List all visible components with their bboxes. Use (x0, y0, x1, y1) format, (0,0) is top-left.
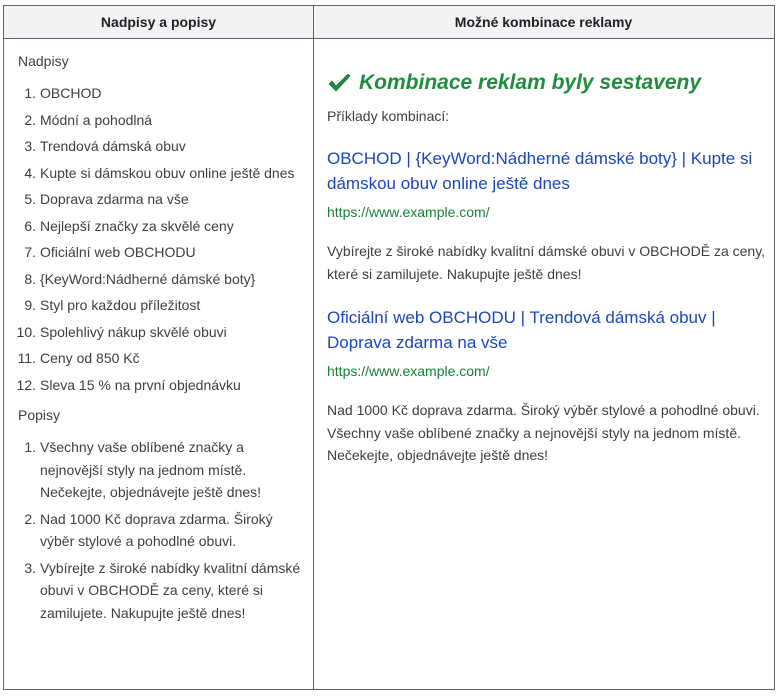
list-item: 3. Trendová dámská obuv (24, 138, 186, 154)
ad-display-url: https://www.example.com/ (327, 363, 490, 379)
headlines-descriptions-column (18, 50, 308, 628)
list-item: 7. Oficiální web OBCHODU (24, 244, 196, 260)
list-item: 10. Spolehlivý nákup skvělé obuvi (16, 323, 227, 340)
ad-preview (327, 305, 767, 467)
examples-label: Příklady kombinací: (327, 108, 450, 124)
list-item: 6. Nejlepší značky za skvělé ceny (24, 217, 234, 234)
headlines-list (18, 82, 308, 396)
ad-description: Vybírejte z široké nabídky kvalitní dámské obuvi v OBCHODĚ za ceny, které si zamilujete. Nakupujte ještě dnes! (327, 243, 766, 282)
headlines-title: Nadpisy (18, 53, 69, 69)
list-item: 8. {KeyWord:Nádherné dámské boty} (24, 270, 256, 287)
success-message (327, 68, 767, 98)
ad-headline-link[interactable]: OBCHOD | {KeyWord:Nádherné dámské boty} | Kupte si dámskou obuv online ještě dnes (327, 149, 753, 193)
column-divider (313, 6, 314, 689)
list-item: 12. Sleva 15 % na první objednávku (16, 376, 241, 393)
list-item: 3. Vybírejte z široké nabídky kvalitní dámské obuvi v OBCHODĚ za ceny, které si zamilujete. Nakupujte ještě dnes! (24, 559, 301, 621)
check-icon (327, 71, 351, 95)
list-item: 1. Všechny vaše oblíbené značky a nejnovější styly na jednom místě. Nečekejte, objednávejte ještě dnes! (24, 439, 262, 500)
list-item: 1. OBCHOD (24, 85, 102, 101)
descriptions-title: Popisy (18, 407, 61, 423)
success-text: Kombinace reklam byly sestaveny (359, 71, 702, 94)
ad-combinations-table (3, 5, 775, 690)
descriptions-list (18, 436, 308, 624)
list-item: 9. Styl pro každou příležitost (24, 297, 201, 313)
ad-preview (327, 146, 767, 285)
list-item: 5. Doprava zdarma na vše (24, 191, 189, 207)
list-item: 4. Kupte si dámskou obuv online ještě dnes (24, 164, 295, 181)
combinations-column (327, 68, 767, 487)
list-item: 2. Nad 1000 Kč doprava zdarma. Široký výběr stylové a pohodlné obuvi. (24, 510, 273, 549)
table-header (4, 6, 774, 39)
list-item: 11. Ceny od 850 Kč (17, 350, 140, 366)
ad-display-url: https://www.example.com/ (327, 204, 490, 220)
ad-headline-link[interactable]: Oficiální web OBCHODU | Trendová dámská obuv | Doprava zdarma na vše (327, 308, 716, 352)
list-item: 2. Módní a pohodlná (24, 111, 153, 128)
header-headlines-descriptions: Nadpisy a popisy (100, 14, 217, 30)
ad-description: Nad 1000 Kč doprava zdarma. Široký výběr stylové a pohodlné obuvi. Všechny vaše oblíbené značky a nejnovější styly na jednom místě. Nečekejte, objednávejte ještě dnes! (327, 402, 760, 463)
header-possible-combinations: Možné kombinace reklamy (454, 14, 633, 30)
